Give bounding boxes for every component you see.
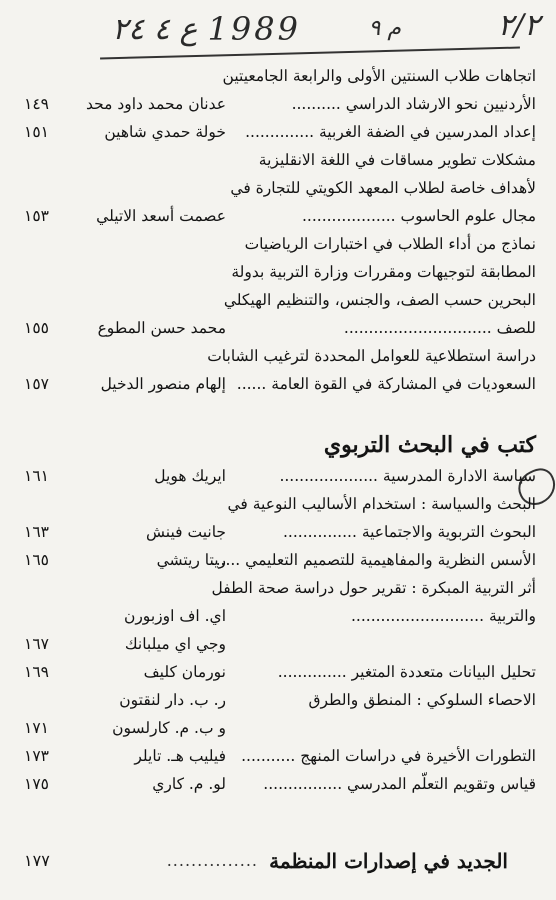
toc-author: ر. ب. دار لنقتون	[119, 691, 226, 709]
toc-line	[14, 146, 536, 174]
toc-author: و ب. م. كارلسون	[112, 719, 226, 737]
toc-title: تحليل البيانات متعددة المتغير ..............	[277, 663, 536, 681]
toc-title: المطابقة لتوجيهات ومقررات وزارة التربية بدولة	[231, 263, 536, 281]
toc-author: عدنان محمد داود محد	[85, 95, 226, 113]
toc-line	[14, 286, 536, 314]
toc-title: أثر التربية المبكرة : تقرير حول دراسة صحة الطفل	[211, 579, 536, 597]
toc-line	[14, 546, 536, 574]
footer-page-number: ١٧٧	[24, 851, 50, 870]
toc-line	[14, 518, 536, 546]
toc-page-number: ١٧٥	[24, 775, 49, 793]
handwritten-page: ٢/٢	[497, 8, 540, 43]
toc-title: والتربية ...........................	[350, 607, 536, 625]
toc-line	[14, 630, 536, 658]
toc-title: لأهداف خاصة لطلاب المعهد الكويتي للتجارة في	[230, 179, 536, 197]
footer-label: الجديد في إصدارات المنظمة	[269, 849, 508, 873]
footer-dots: ...............	[166, 851, 258, 870]
toc-page-number: ١٦٩	[24, 663, 49, 681]
toc-author: خولة حمدي شاهين	[104, 123, 226, 141]
handwritten-underline	[100, 47, 520, 60]
toc-line	[14, 342, 536, 370]
toc-line	[14, 490, 536, 518]
handwritten-annotation	[0, 0, 556, 68]
handwritten-ref: ع ٤ ٢٤	[112, 12, 198, 47]
toc-page-number: ١٧٣	[24, 747, 49, 765]
toc-author: لو. م. كاري	[152, 775, 226, 793]
footer-entry	[14, 846, 536, 876]
toc-title: نماذج من أداء الطلاب في اختبارات الرياضيات	[244, 235, 536, 253]
toc-author: ريتا ريتشي	[156, 551, 226, 569]
toc-line	[14, 118, 536, 146]
handwritten-year: 1989	[207, 10, 301, 48]
toc-author: جانيت فينش	[146, 523, 226, 541]
toc-line	[14, 90, 536, 118]
toc-title: الأردنيين نحو الارشاد الدراسي ..........	[291, 95, 536, 113]
toc-title: السعوديات في المشاركة في القوة العامة ......	[236, 375, 536, 393]
toc-author: ايريك هويل	[154, 467, 226, 485]
toc-title: دراسة استطلاعية للعوامل المحددة لترغيب الشابات	[207, 347, 536, 365]
toc-line	[14, 462, 536, 490]
toc-page-number: ١٤٩	[24, 95, 49, 113]
toc-page-number: ١٦٧	[24, 635, 49, 653]
toc-line	[14, 230, 536, 258]
toc-line	[14, 314, 536, 342]
toc-title: التطورات الأخيرة في دراسات المنهج ...........	[241, 747, 536, 765]
toc-page-number: ١٥١	[24, 123, 49, 141]
toc-title: سياسة الادارة المدرسية ....................	[279, 467, 536, 485]
toc-page-number: ١٧١	[24, 719, 49, 737]
toc-author: عصمت أسعد الاتيلي	[96, 207, 226, 225]
toc-title: مجال علوم الحاسوب ...................	[301, 207, 536, 225]
toc-author: اي. اف اوزبورن	[123, 607, 226, 625]
toc-page-number: ١٦١	[24, 467, 49, 485]
toc-line	[14, 258, 536, 286]
toc-line	[14, 370, 536, 398]
toc-line	[14, 658, 536, 686]
toc-author: وجي اي ميلبانك	[124, 635, 226, 653]
toc-line	[14, 202, 536, 230]
handwritten-month: م ٩	[368, 16, 401, 41]
toc-title: اتجاهات طلاب السنتين الأولى والرابعة الجامعيتين	[222, 67, 536, 85]
toc-title: للصف ..............................	[343, 319, 536, 337]
contents-section-articles	[14, 62, 536, 398]
toc-line	[14, 714, 536, 742]
toc-title: إعداد المدرسين في الضفة الغربية ..............	[245, 123, 536, 141]
toc-page-number: ١٦٣	[24, 523, 49, 541]
toc-line	[14, 62, 536, 90]
toc-line	[14, 742, 536, 770]
toc-title: البحوث التربوية والاجتماعية ...............	[282, 523, 536, 541]
toc-page-number: ١٦٥	[24, 551, 49, 569]
toc-line	[14, 574, 536, 602]
toc-line	[14, 770, 536, 798]
toc-line	[14, 602, 536, 630]
toc-page-number: ١٥٣	[24, 207, 49, 225]
toc-page-number: ١٥٥	[24, 319, 49, 337]
contents-section-books	[14, 462, 536, 798]
toc-line	[14, 686, 536, 714]
toc-title: قياس وتقويم التعلّم المدرسي ................	[263, 775, 536, 793]
toc-author: نورمان كليف	[143, 663, 226, 681]
toc-line	[14, 174, 536, 202]
toc-title: البحرين حسب الصف، والجنس، والتنظيم الهيكلي	[223, 291, 536, 309]
toc-title: الاحصاء السلوكي : المنطق والطرق	[308, 691, 536, 709]
toc-author: فيليب هـ. تايلر	[134, 747, 226, 765]
toc-page-number: ١٥٧	[24, 375, 49, 393]
toc-title: مشكلات تطوير مساقات في اللغة الانقليزية	[258, 151, 536, 169]
toc-title: الأسس النظرية والمفاهيمية للتصميم التعليمي ......	[210, 551, 536, 569]
section-heading: كتب في البحث التربوي	[323, 432, 536, 458]
toc-author: إلهام منصور الدخيل	[100, 375, 226, 393]
toc-author: محمد حسن المطوع	[97, 319, 226, 337]
toc-title: البحث والسياسة : استخدام الأساليب النوعية في	[227, 495, 536, 513]
